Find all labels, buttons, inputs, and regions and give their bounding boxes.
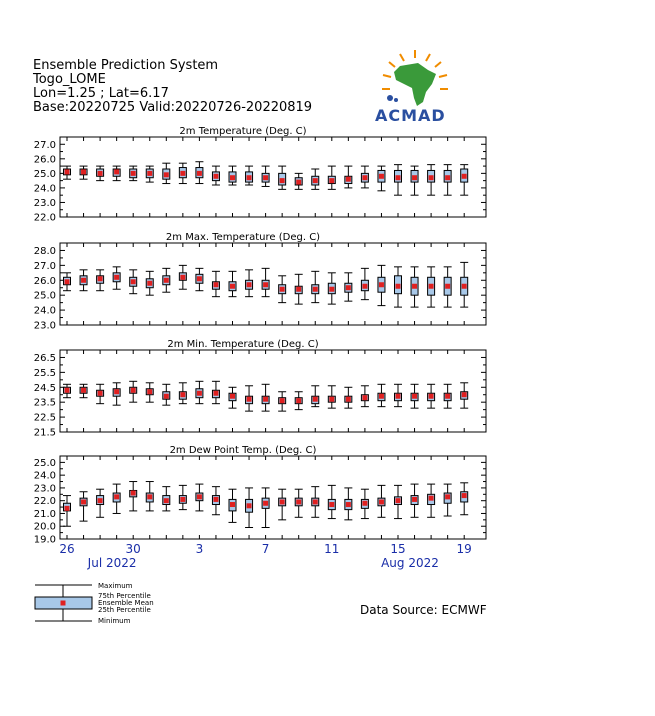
mean-marker xyxy=(263,282,268,287)
x-day-label: 30 xyxy=(125,542,141,556)
mean-marker xyxy=(114,494,119,499)
legend xyxy=(30,580,210,628)
mean-marker xyxy=(81,278,86,283)
legend-mean: Ensemble Mean xyxy=(98,599,154,607)
legend-maximum: Maximum xyxy=(98,582,133,590)
y-tick-label: 25.0 xyxy=(33,290,56,302)
y-tick-label: 22.5 xyxy=(33,412,56,424)
mean-marker xyxy=(280,398,285,403)
y-tick-label: 25.0 xyxy=(33,168,56,180)
mean-marker xyxy=(412,175,417,180)
y-tick-label: 25.0 xyxy=(33,457,56,469)
mean-marker xyxy=(98,276,103,281)
mean-marker xyxy=(396,284,401,289)
mean-marker xyxy=(164,278,169,283)
mean-marker xyxy=(346,502,351,507)
mean-marker xyxy=(362,175,367,180)
mean-marker xyxy=(346,285,351,290)
mean-marker xyxy=(147,494,152,499)
y-tick-label: 22.0 xyxy=(33,496,56,508)
mean-marker xyxy=(379,394,384,399)
mean-marker xyxy=(65,169,70,174)
header-dates: Base:20220725 Valid:20220726-20220819 xyxy=(33,100,313,115)
mean-marker xyxy=(296,180,301,185)
mean-marker xyxy=(296,398,301,403)
mean-marker xyxy=(329,178,334,183)
y-tick-label: 28.0 xyxy=(33,245,56,257)
mean-marker xyxy=(230,175,235,180)
mean-marker xyxy=(213,497,218,502)
mean-marker xyxy=(230,284,235,289)
mean-marker xyxy=(197,171,202,176)
logo-text: ACMAD xyxy=(375,106,446,125)
header-location: Togo_LOME xyxy=(33,72,106,87)
panel-title: 2m Min. Temperature (Deg. C) xyxy=(167,339,319,350)
mean-marker xyxy=(445,284,450,289)
mean-marker xyxy=(313,178,318,183)
mean-marker xyxy=(131,388,136,393)
x-day-label: 3 xyxy=(195,542,204,556)
y-tick-label: 27.0 xyxy=(33,260,56,272)
mean-marker xyxy=(147,171,152,176)
mean-marker xyxy=(180,497,185,502)
panel-title: 2m Max. Temperature (Deg. C) xyxy=(165,232,321,243)
mean-marker xyxy=(197,276,202,281)
mean-marker xyxy=(81,499,86,504)
mean-marker xyxy=(462,392,467,397)
legend-mean-marker xyxy=(61,601,66,606)
mean-marker xyxy=(362,395,367,400)
mean-marker xyxy=(197,391,202,396)
mean-marker xyxy=(247,282,252,287)
y-tick-label: 23.0 xyxy=(33,320,56,332)
panel-frame xyxy=(60,243,486,325)
x-month-label: Jul 2022 xyxy=(87,556,137,570)
y-tick-label: 24.0 xyxy=(33,470,56,482)
mean-marker xyxy=(164,172,169,177)
x-day-label: 7 xyxy=(261,542,270,556)
mean-marker xyxy=(346,177,351,182)
mean-marker xyxy=(396,394,401,399)
y-tick-label: 22.0 xyxy=(33,212,56,224)
y-tick-label: 24.5 xyxy=(33,382,56,394)
mean-marker xyxy=(65,388,70,393)
y-tick-label: 20.0 xyxy=(33,521,56,533)
mean-marker xyxy=(462,493,467,498)
y-tick-label: 23.0 xyxy=(33,483,56,495)
panel-frame xyxy=(60,137,486,217)
mean-marker xyxy=(131,171,136,176)
mean-marker xyxy=(180,392,185,397)
x-day-label: 19 xyxy=(456,542,472,556)
header-coordinates: Lon=1.25 ; Lat=6.17 xyxy=(33,86,169,101)
legend-minimum: Minimum xyxy=(98,617,131,625)
mean-marker xyxy=(213,174,218,179)
mean-marker xyxy=(412,284,417,289)
x-month-label: Aug 2022 xyxy=(381,556,439,570)
mean-marker xyxy=(114,169,119,174)
mean-marker xyxy=(379,499,384,504)
mean-marker xyxy=(65,279,70,284)
mean-marker xyxy=(296,287,301,292)
mean-marker xyxy=(263,175,268,180)
mean-marker xyxy=(81,388,86,393)
mean-marker xyxy=(131,279,136,284)
y-tick-label: 27.0 xyxy=(33,139,56,151)
mean-marker xyxy=(329,502,334,507)
mean-marker xyxy=(313,397,318,402)
y-tick-label: 25.5 xyxy=(33,367,56,379)
mean-marker xyxy=(263,397,268,402)
mean-marker xyxy=(445,494,450,499)
mean-marker xyxy=(114,275,119,280)
mean-marker xyxy=(379,174,384,179)
mean-marker xyxy=(180,171,185,176)
mean-marker xyxy=(180,275,185,280)
mean-marker xyxy=(429,175,434,180)
y-tick-label: 21.0 xyxy=(33,508,56,520)
data-source: Data Source: ECMWF xyxy=(360,603,487,617)
y-tick-label: 21.5 xyxy=(33,427,56,439)
mean-marker xyxy=(81,169,86,174)
mean-marker xyxy=(131,491,136,496)
legend-p75: 75th Percentile xyxy=(98,592,151,600)
mean-marker xyxy=(213,391,218,396)
mean-marker xyxy=(429,394,434,399)
y-tick-label: 26.5 xyxy=(33,352,56,364)
panel-title: 2m Temperature (Deg. C) xyxy=(179,126,307,137)
mean-marker xyxy=(313,499,318,504)
mean-marker xyxy=(197,494,202,499)
y-tick-label: 26.0 xyxy=(33,154,56,166)
mean-marker xyxy=(213,282,218,287)
mean-marker xyxy=(362,284,367,289)
y-tick-label: 19.0 xyxy=(33,534,56,546)
mean-marker xyxy=(98,171,103,176)
header-system: Ensemble Prediction System xyxy=(33,58,219,73)
mean-marker xyxy=(396,175,401,180)
mean-marker xyxy=(247,503,252,508)
panel-frame xyxy=(60,350,486,432)
y-tick-label: 24.0 xyxy=(33,183,56,195)
mean-marker xyxy=(462,174,467,179)
mean-marker xyxy=(247,175,252,180)
mean-marker xyxy=(296,499,301,504)
mean-marker xyxy=(412,497,417,502)
mean-marker xyxy=(329,287,334,292)
mean-marker xyxy=(346,397,351,402)
mean-marker xyxy=(412,394,417,399)
mean-marker xyxy=(445,175,450,180)
mean-marker xyxy=(164,394,169,399)
mean-marker xyxy=(429,496,434,501)
mean-marker xyxy=(230,502,235,507)
mean-marker xyxy=(98,391,103,396)
legend-p25: 25th Percentile xyxy=(98,606,151,614)
y-tick-label: 23.5 xyxy=(33,397,56,409)
mean-marker xyxy=(114,389,119,394)
panel-title: 2m Dew Point Temp. (Deg. C) xyxy=(169,445,317,456)
mean-marker xyxy=(65,506,70,511)
mean-marker xyxy=(362,501,367,506)
mean-marker xyxy=(280,178,285,183)
mean-marker xyxy=(429,284,434,289)
panel-frame xyxy=(60,456,486,539)
mean-marker xyxy=(263,501,268,506)
mean-marker xyxy=(313,287,318,292)
mean-marker xyxy=(147,281,152,286)
mean-marker xyxy=(230,394,235,399)
mean-marker xyxy=(329,397,334,402)
mean-marker xyxy=(396,498,401,503)
mean-marker xyxy=(462,284,467,289)
mean-marker xyxy=(280,499,285,504)
mean-marker xyxy=(164,498,169,503)
mean-marker xyxy=(445,394,450,399)
x-day-label: 26 xyxy=(59,542,75,556)
x-day-label: 15 xyxy=(390,542,406,556)
mean-marker xyxy=(98,498,103,503)
y-tick-label: 26.0 xyxy=(33,275,56,287)
y-tick-label: 24.0 xyxy=(33,305,56,317)
y-tick-label: 23.0 xyxy=(33,197,56,209)
mean-marker xyxy=(379,282,384,287)
mean-marker xyxy=(247,397,252,402)
mean-marker xyxy=(147,389,152,394)
mean-marker xyxy=(280,287,285,292)
x-day-label: 11 xyxy=(324,542,340,556)
